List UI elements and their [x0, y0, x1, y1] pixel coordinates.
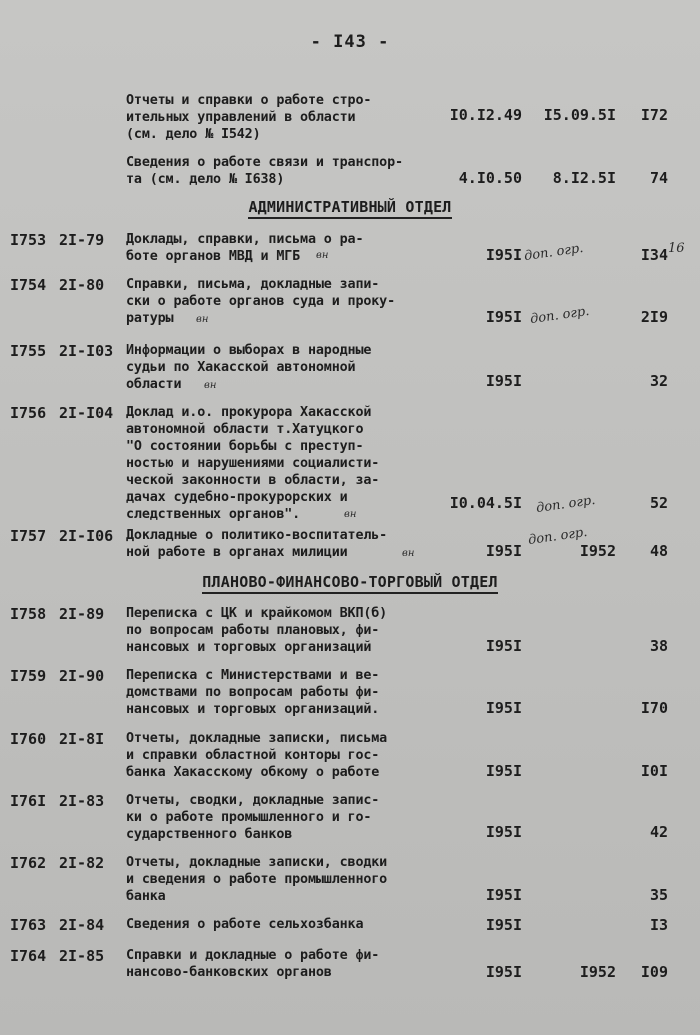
section-title: ПЛАНОВО-ФИНАНСОВО-ТОРГОВЫЙ ОТДЕЛ — [202, 573, 497, 594]
case-index: 2I-90 — [59, 667, 105, 685]
case-index: 2I-8I — [59, 730, 105, 748]
sheet-count: 42 — [649, 823, 668, 841]
sheet-count: 52 — [649, 494, 668, 512]
date-start: 4.I0.50 — [458, 169, 522, 187]
case-number: I758 — [10, 605, 47, 623]
entry-title: Доклады, справки, письма о ра- боте органов МВД и МГБ — [126, 232, 364, 264]
case-index: 2I-89 — [59, 605, 105, 623]
date-start: I95I — [485, 886, 522, 904]
date-start: I0.I2.49 — [449, 106, 522, 124]
sheet-count: I3 — [649, 916, 668, 934]
section-title: АДМИНИСТРАТИВНЫЙ ОТДЕЛ — [248, 198, 451, 219]
date-start: I0.04.5I — [449, 494, 522, 512]
entry-title: Отчеты, сводки, докладные запис- ки о работе промышленного и го- сударственного банков — [126, 793, 380, 842]
section-heading-administrative — [0, 198, 700, 216]
handwritten-mark: вн — [316, 250, 329, 261]
handwritten-sheet-extra: 16 — [668, 241, 685, 256]
case-number: I763 — [10, 916, 47, 934]
sheet-count: 2I9 — [640, 308, 668, 326]
date-start: I95I — [485, 963, 522, 981]
entry-title: Отчеты и справки о работе стро- ительных управлений в области (см. дело № I542) — [126, 93, 372, 142]
date-start: I95I — [485, 823, 522, 841]
case-number: I759 — [10, 667, 47, 685]
date-start: I95I — [485, 762, 522, 780]
sheet-count: 38 — [649, 637, 668, 655]
sheet-count: 74 — [649, 169, 668, 187]
sheet-count: 32 — [649, 372, 668, 390]
entry-title: Отчеты, докладные записки, письма и справки областной конторы гос- банка Хакасскому обкому о работе — [126, 731, 388, 780]
handwritten-note: доп. огр. — [527, 524, 589, 549]
handwritten-mark: вн — [204, 380, 217, 391]
entry-title: Сведения о работе сельхозбанка — [126, 917, 364, 932]
section-heading-planning-finance-trade — [0, 573, 700, 591]
case-index: 2I-I06 — [59, 527, 114, 545]
entry-title: Докладные о политико-воспитатель- ной работе в органах милиции — [126, 528, 388, 560]
date-start: I95I — [485, 916, 522, 934]
handwritten-note: доп. огр. — [535, 492, 597, 517]
sheet-count: 48 — [649, 542, 668, 560]
entry-title: Переписка с Министерствами и ве- домствами по вопросам работы фи- нансовых и торговых организаций. — [126, 668, 380, 717]
case-number: I764 — [10, 947, 47, 965]
sheet-count: I34 — [640, 246, 668, 264]
case-number: I756 — [10, 404, 47, 422]
case-index: 2I-I04 — [59, 404, 114, 422]
entry-title: Справки, письма, докладные запи- ски о работе органов суда и проку- ратуры — [126, 277, 396, 326]
case-number: I754 — [10, 276, 47, 294]
date-start: I95I — [485, 699, 522, 717]
date-end: I952 — [579, 963, 616, 981]
entry-title: Справки и докладные о работе фи- нансово-банковских органов — [126, 948, 380, 980]
handwritten-mark: вн — [196, 314, 209, 325]
date-start: I95I — [485, 308, 522, 326]
case-number: I757 — [10, 527, 47, 545]
date-start: I95I — [485, 542, 522, 560]
sheet-count: I0I — [640, 762, 668, 780]
case-index: 2I-82 — [59, 854, 105, 872]
case-index: 2I-I03 — [59, 342, 114, 360]
handwritten-note: доп. огр. — [523, 240, 585, 265]
handwritten-mark: вн — [402, 548, 415, 559]
entry-title: Отчеты, докладные записки, сводки и сведения о работе промышленного банка — [126, 855, 388, 904]
sheet-count: 35 — [649, 886, 668, 904]
case-number: I760 — [10, 730, 47, 748]
case-index: 2I-80 — [59, 276, 105, 294]
date-start: I95I — [485, 246, 522, 264]
case-number: I753 — [10, 231, 47, 249]
case-number: I76I — [10, 792, 47, 810]
case-index: 2I-83 — [59, 792, 105, 810]
date-end: I5.09.5I — [543, 106, 616, 124]
sheet-count: I09 — [640, 963, 668, 981]
entry-title: Информации о выборах в народные судьи по Хакасской автономной области — [126, 343, 372, 392]
entry-title: Сведения о работе связи и транспор- та (см. дело № I638) — [126, 155, 403, 187]
case-number: I755 — [10, 342, 47, 360]
sheet-count: I72 — [640, 106, 668, 124]
case-index: 2I-85 — [59, 947, 105, 965]
page-number: - I43 - — [310, 32, 390, 52]
date-end: I952 — [579, 542, 616, 560]
date-start: I95I — [485, 372, 522, 390]
handwritten-mark: вн — [344, 509, 357, 520]
case-index: 2I-79 — [59, 231, 105, 249]
case-number: I762 — [10, 854, 47, 872]
date-end: 8.I2.5I — [552, 169, 616, 187]
date-start: I95I — [485, 637, 522, 655]
handwritten-note: доп. огр. — [529, 303, 591, 328]
sheet-count: I70 — [640, 699, 668, 717]
entry-title: Переписка с ЦК и крайкомом ВКП(б) по вопросам работы плановых, фи- нансовых и торговых организаций — [126, 606, 388, 655]
case-index: 2I-84 — [59, 916, 105, 934]
entry-title: Доклад и.о. прокурора Хакасской автономной области т.Хатуцкого "О состоянии борьбы с преступ- ностью и нарушениями социалисти- ческой законности в области, за- дачах судебно-прокурорских и следственных органов". — [126, 405, 380, 522]
